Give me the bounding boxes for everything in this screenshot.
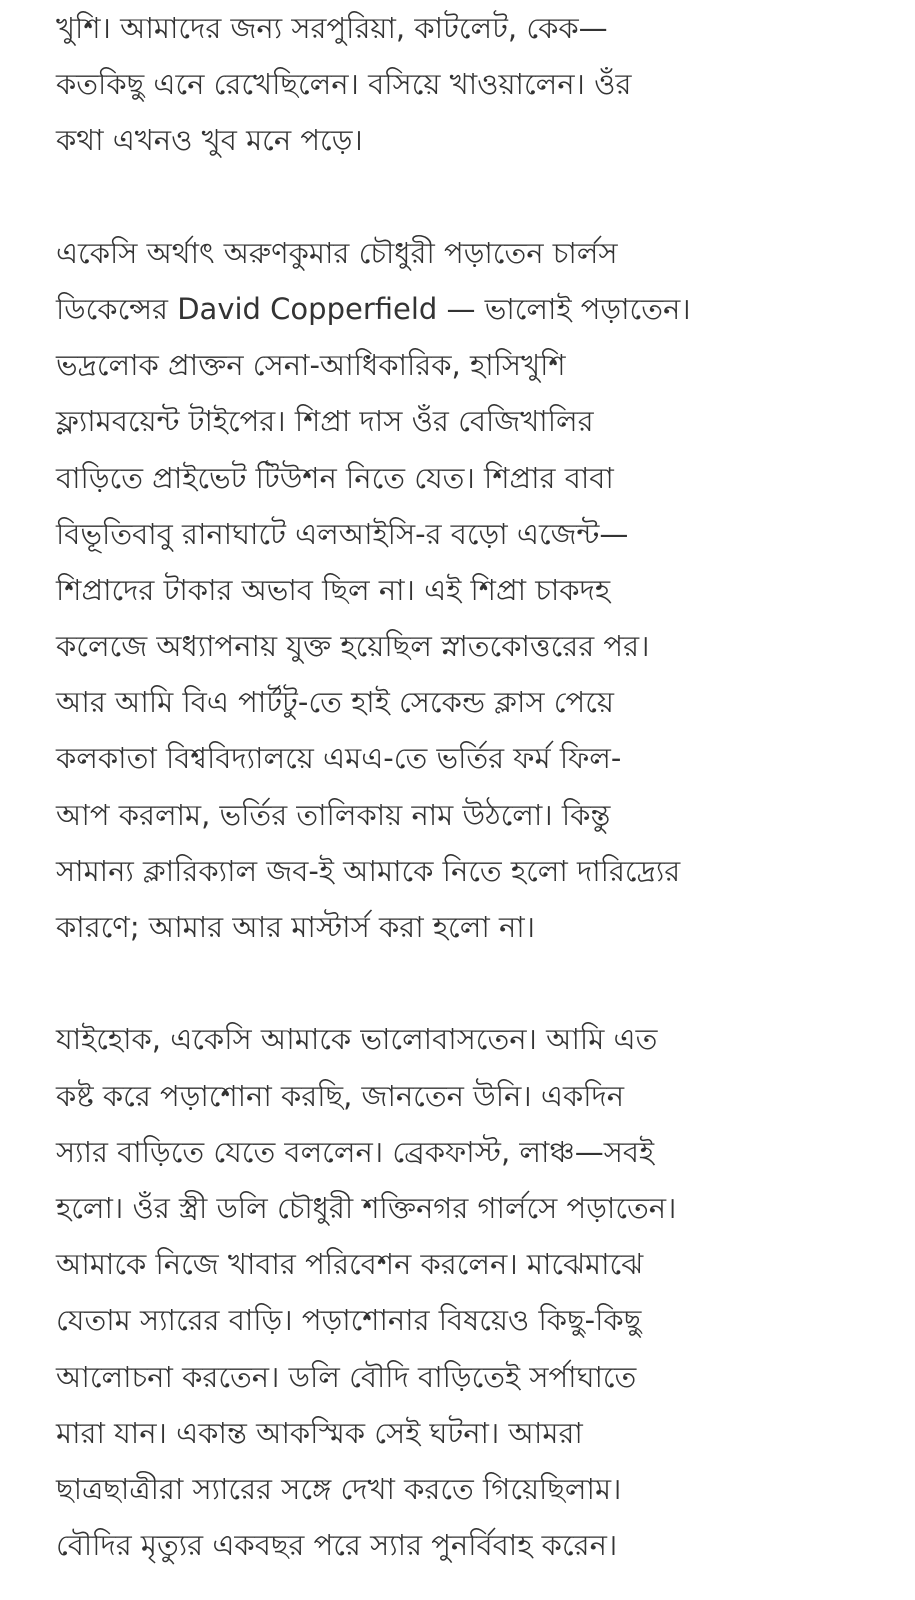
text-line: কথা এখনও খুব মনে পড়ে।	[56, 123, 363, 158]
text-line: হলো। ওঁর স্ত্রী ডলি চৌধুরী শক্তিনগর গার্লসে পড়াতেন।	[56, 1190, 677, 1225]
text-line: শিপ্রাদের টাকার অভাব ছিল না। এই শিপ্রা চাকদহ	[56, 572, 611, 607]
text-line: আলোচনা করতেন। ডলি বৌদি বাড়িতেই সর্পাঘাতে	[56, 1359, 637, 1394]
text-line: আপ করলাম, ভর্তির তালিকায় নাম উঠলো। কিন্তু	[56, 797, 611, 832]
text-line: কষ্ট করে পড়াশোনা করছি, জানতেন উনি। একদিন	[56, 1078, 625, 1113]
text-line: আমাকে নিজে খাবার পরিবেশন করলেন। মাঝেমাঝে	[56, 1247, 644, 1282]
text-line: কলকাতা বিশ্ববিদ্যালয়ে এমএ-তে ভর্তির ফর্ম ফিল-	[56, 741, 622, 776]
text-line: বাড়িতে প্রাইভেট টিউশন নিতে যেত। শিপ্রার বাবা	[56, 460, 614, 495]
text-line: স্যার বাড়িতে যেতে বললেন। ব্রেকফাস্ট, লাঞ্চ—সবই	[56, 1134, 655, 1169]
text-line: যাইহোক, একেসি আমাকে ভালোবাসতেন। আমি এত	[56, 1022, 658, 1057]
text-line: ফ্ল্যামবয়েন্ট টাইপের। শিপ্রা দাস ওঁর বেজিখালির	[56, 404, 594, 439]
text-line: মারা যান। একান্ত আকস্মিক সেই ঘটনা। আমরা	[56, 1415, 583, 1450]
text-line: কতকিছু এনে রেখেছিলেন। বসিয়ে খাওয়ালেন। ওঁর	[56, 67, 632, 102]
text-line: বিভূতিবাবু রানাঘাটে এলআইসি-র বড়ো এজেন্ট—	[56, 516, 629, 551]
paragraph	[56, 225, 856, 955]
text-line: খুশি। আমাদের জন্য সরপুরিয়া, কাটলেট, কেক—	[56, 11, 608, 45]
text-line: ছাত্রছাত্রীরা স্যারের সঙ্গে দেখা করতে গিয়েছিলাম।	[56, 1471, 622, 1506]
text-line: ডিকেন্সের David Copperfield — ভালোই পড়াতেন।	[56, 291, 691, 326]
text-line: ভদ্রলোক প্রাক্তন সেনা-আধিকারিক, হাসিখুশি	[56, 348, 566, 383]
paragraph	[56, 0, 856, 169]
text-line: কারণে; আমার আর মাস্টার্স করা হলো না।	[56, 910, 536, 944]
article-body	[56, 0, 856, 1573]
text-line: আর আমি বিএ পার্টটু-তে হাই সেকেন্ড ক্লাস পেয়ে	[56, 685, 614, 720]
text-line: বৌদির মৃত্যুর একবছর পরে স্যার পুনর্বিবাহ করেন।	[56, 1528, 618, 1563]
paragraph	[56, 1011, 856, 1573]
text-line: সামান্য ক্লারিক্যাল জব-ই আমাকে নিতে হলো দারিদ্র্যের	[56, 853, 681, 888]
text-line: কলেজে অধ্যাপনায় যুক্ত হয়েছিল স্নাতকোত্তরের পর।	[56, 629, 650, 664]
text-line: যেতাম স্যারের বাড়ি। পড়াশোনার বিষয়েও কিছু-কিছু	[56, 1303, 642, 1338]
text-line: একেসি অর্থাৎ অরুণকুমার চৌধুরী পড়াতেন চার্লস	[56, 235, 618, 270]
